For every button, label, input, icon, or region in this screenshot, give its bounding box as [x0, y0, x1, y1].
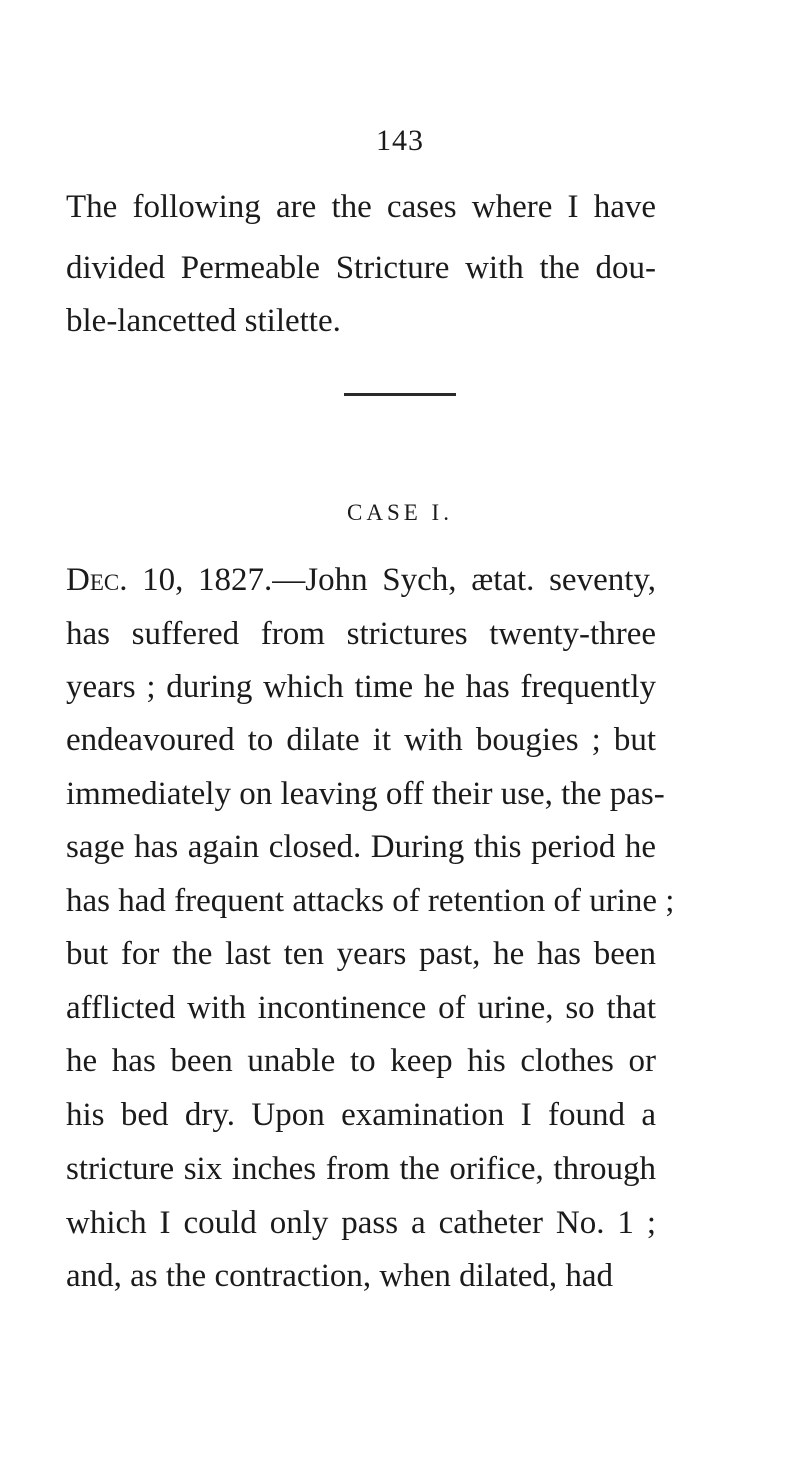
case-line-7: has had frequent attacks of retention of urine ; [66, 883, 675, 919]
section-divider [344, 393, 456, 396]
case-line-2: has suffered from strictures twenty-three [66, 616, 656, 652]
case-line-3: years ; during which time he has frequently [66, 669, 656, 705]
case-line-13: which I could only pass a catheter No. 1 ; [66, 1205, 656, 1241]
case-line-11: his bed dry. Upon examination I found a [66, 1097, 656, 1133]
case-line-14: and, as the contraction, when dilated, had [66, 1258, 614, 1294]
case-line-6: sage has again closed. During this period he [66, 829, 656, 865]
case-line-4: endeavoured to dilate it with bougies ; but [66, 722, 656, 758]
intro-line-3: ble-lancetted stilette. [66, 303, 341, 339]
case-line-10: he has been unable to keep his clothes or [66, 1043, 656, 1079]
case-line-9: afflicted with incontinence of urine, so that [66, 990, 656, 1026]
date-prefix: Dec. [66, 562, 128, 598]
intro-line-2: divided Permeable Stricture with the dou- [66, 250, 656, 286]
case-line-5: immediately on leaving off their use, the pas- [66, 776, 665, 812]
case-line-1-rest: 10, 1827.—John Sych, ætat. seventy, [127, 562, 656, 598]
page-number: 143 [376, 124, 424, 157]
case-line-12: stricture six inches from the orifice, through [66, 1151, 656, 1187]
case-heading: CASE I. [347, 500, 453, 525]
case-line-1 [66, 560, 656, 600]
case-line-8: but for the last ten years past, he has been [66, 936, 656, 972]
intro-line-1: The following are the cases where I have [66, 189, 656, 225]
